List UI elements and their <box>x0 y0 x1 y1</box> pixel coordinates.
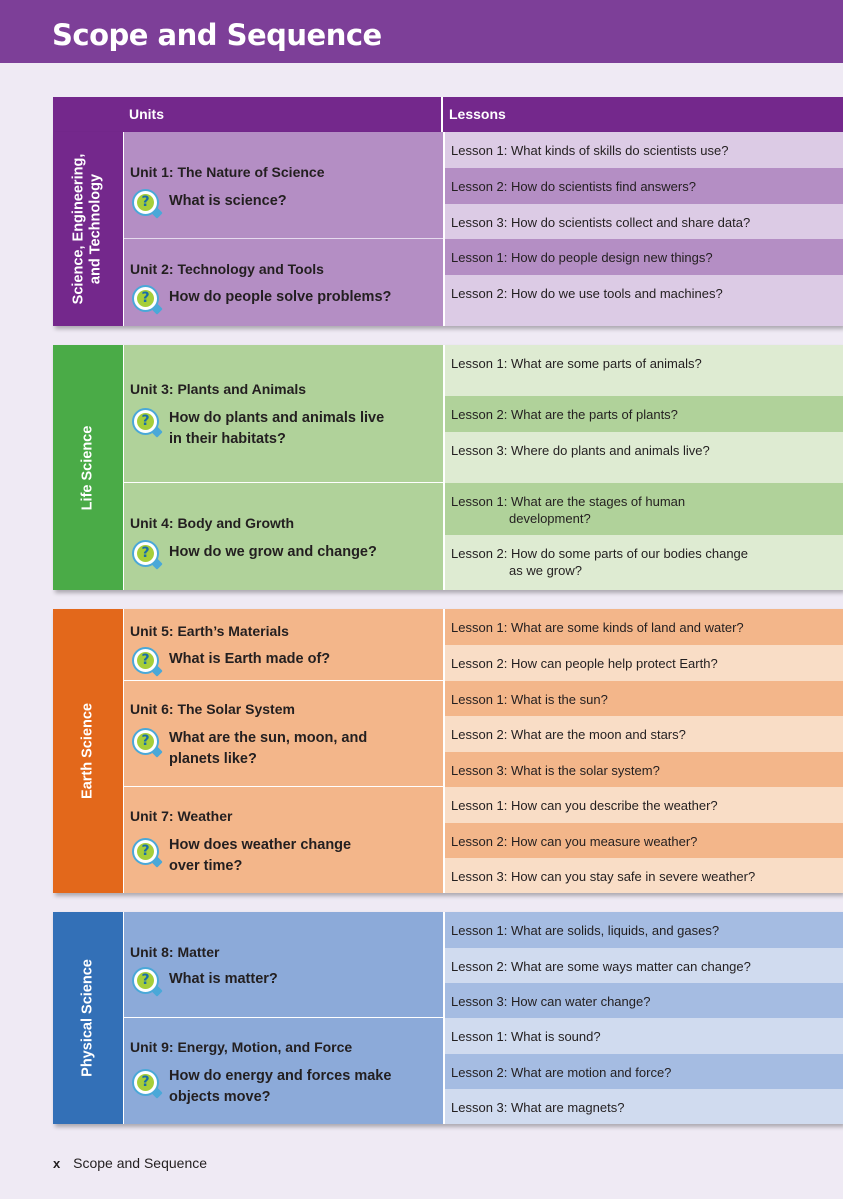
unit-question: What is Earth made of? <box>169 651 331 667</box>
unit-title: Unit 1: The Nature of Science <box>130 164 325 180</box>
lesson-item: Lesson 2: What are motion and force? <box>445 1054 843 1089</box>
table-header <box>53 97 843 132</box>
lesson-item: Lesson 1: What are the stages of human development? <box>445 483 843 535</box>
lesson-item: Lesson 1: What is sound? <box>445 1018 843 1054</box>
unit-5 <box>124 609 443 681</box>
unit-1 <box>124 132 443 239</box>
section-label-cell <box>53 912 124 1124</box>
lesson-item: Lesson 2: How can people help protect Earth? <box>445 645 843 681</box>
lesson-item: Lesson 3: How do scientists collect and share data? <box>445 204 843 239</box>
question-magnifier-icon: ? <box>132 285 159 312</box>
lesson-item: Lesson 1: What are some parts of animals? <box>445 345 843 396</box>
lesson-item: Lesson 1: What are some kinds of land and water? <box>445 609 843 645</box>
lesson-item: Lesson 1: What kinds of skills do scientists use? <box>445 132 843 168</box>
lesson-item: Lesson 2: What are the parts of plants? <box>445 396 843 432</box>
question-magnifier-icon: ? <box>132 540 159 567</box>
section-label: Earth Science <box>79 703 96 799</box>
lesson-item: Lesson 2: How do scientists find answers? <box>445 168 843 204</box>
question-magnifier-icon: ? <box>132 189 159 216</box>
lesson-item: Lesson 3: How can you stay safe in severe weather? <box>445 858 843 893</box>
section-science-engineering-technology <box>53 132 843 326</box>
section-label-cell <box>53 609 124 893</box>
unit-title: Unit 2: Technology and Tools <box>130 261 324 277</box>
lesson-item: Lesson 2: How can you measure weather? <box>445 823 843 858</box>
question-magnifier-icon: ? <box>132 1069 159 1096</box>
question-magnifier-icon: ? <box>132 967 159 994</box>
section-label: Science, Engineering, and Technology <box>70 153 104 305</box>
unit-title: Unit 3: Plants and Animals <box>130 381 307 397</box>
page-title: Scope and Sequence <box>52 18 382 52</box>
question-magnifier-icon: ? <box>132 838 159 865</box>
unit-title: Unit 8: Matter <box>130 944 220 960</box>
unit-question: What is science? <box>169 193 287 209</box>
unit-9 <box>124 1018 443 1124</box>
unit-question: What is matter? <box>169 971 278 987</box>
footer-text: Scope and Sequence <box>73 1155 208 1171</box>
question-magnifier-icon: ? <box>132 408 159 435</box>
header-lessons: Lessons <box>443 97 843 132</box>
lesson-item: Lesson 1: What are solids, liquids, and gases? <box>445 912 843 948</box>
unit-question: What are the sun, moon, and planets like? <box>169 730 368 767</box>
header-spacer <box>53 97 123 132</box>
unit-title: Unit 7: Weather <box>130 808 233 824</box>
unit-6 <box>124 681 443 787</box>
unit-question: How do energy and forces make objects move? <box>169 1068 392 1105</box>
section-life-science <box>53 345 843 590</box>
unit-3 <box>124 345 443 483</box>
lesson-item: Lesson 3: What are magnets? <box>445 1089 843 1124</box>
unit-7 <box>124 787 443 893</box>
question-magnifier-icon: ? <box>132 728 159 755</box>
unit-title: Unit 6: The Solar System <box>130 701 295 717</box>
unit-question: How do plants and animals live in their habitats? <box>169 410 385 447</box>
lesson-item: Lesson 3: How can water change? <box>445 983 843 1018</box>
unit-2 <box>124 239 443 326</box>
lesson-item: Lesson 1: What is the sun? <box>445 681 843 716</box>
section-earth-science <box>53 609 843 893</box>
page-footer <box>53 1155 207 1171</box>
unit-question: How does weather change over time? <box>169 837 352 874</box>
lesson-item: Lesson 2: What are the moon and stars? <box>445 716 843 752</box>
page-number: x <box>53 1156 61 1171</box>
unit-title: Unit 9: Energy, Motion, and Force <box>130 1039 353 1055</box>
unit-title: Unit 5: Earth’s Materials <box>130 623 289 639</box>
unit-4 <box>124 483 443 590</box>
title-bar <box>0 0 843 63</box>
lesson-item: Lesson 2: How do some parts of our bodies change as we grow? <box>445 535 843 590</box>
lesson-item: Lesson 3: Where do plants and animals live? <box>445 432 843 483</box>
section-label-cell <box>53 345 124 590</box>
lesson-item: Lesson 1: How can you describe the weather? <box>445 787 843 823</box>
lesson-item: Lesson 1: How do people design new things? <box>445 239 843 275</box>
unit-title: Unit 4: Body and Growth <box>130 515 295 531</box>
lesson-item: Lesson 2: What are some ways matter can change? <box>445 948 843 983</box>
lesson-item: Lesson 2: How do we use tools and machines? <box>445 275 843 326</box>
section-label: Physical Science <box>79 959 96 1077</box>
unit-8 <box>124 912 443 1018</box>
unit-question: How do people solve problems? <box>169 289 392 305</box>
section-label: Life Science <box>79 425 96 510</box>
lesson-item: Lesson 3: What is the solar system? <box>445 752 843 787</box>
header-units: Units <box>123 97 443 132</box>
question-magnifier-icon: ? <box>132 647 159 674</box>
section-label-cell <box>53 132 124 326</box>
section-physical-science <box>53 912 843 1124</box>
unit-question: How do we grow and change? <box>169 544 377 560</box>
